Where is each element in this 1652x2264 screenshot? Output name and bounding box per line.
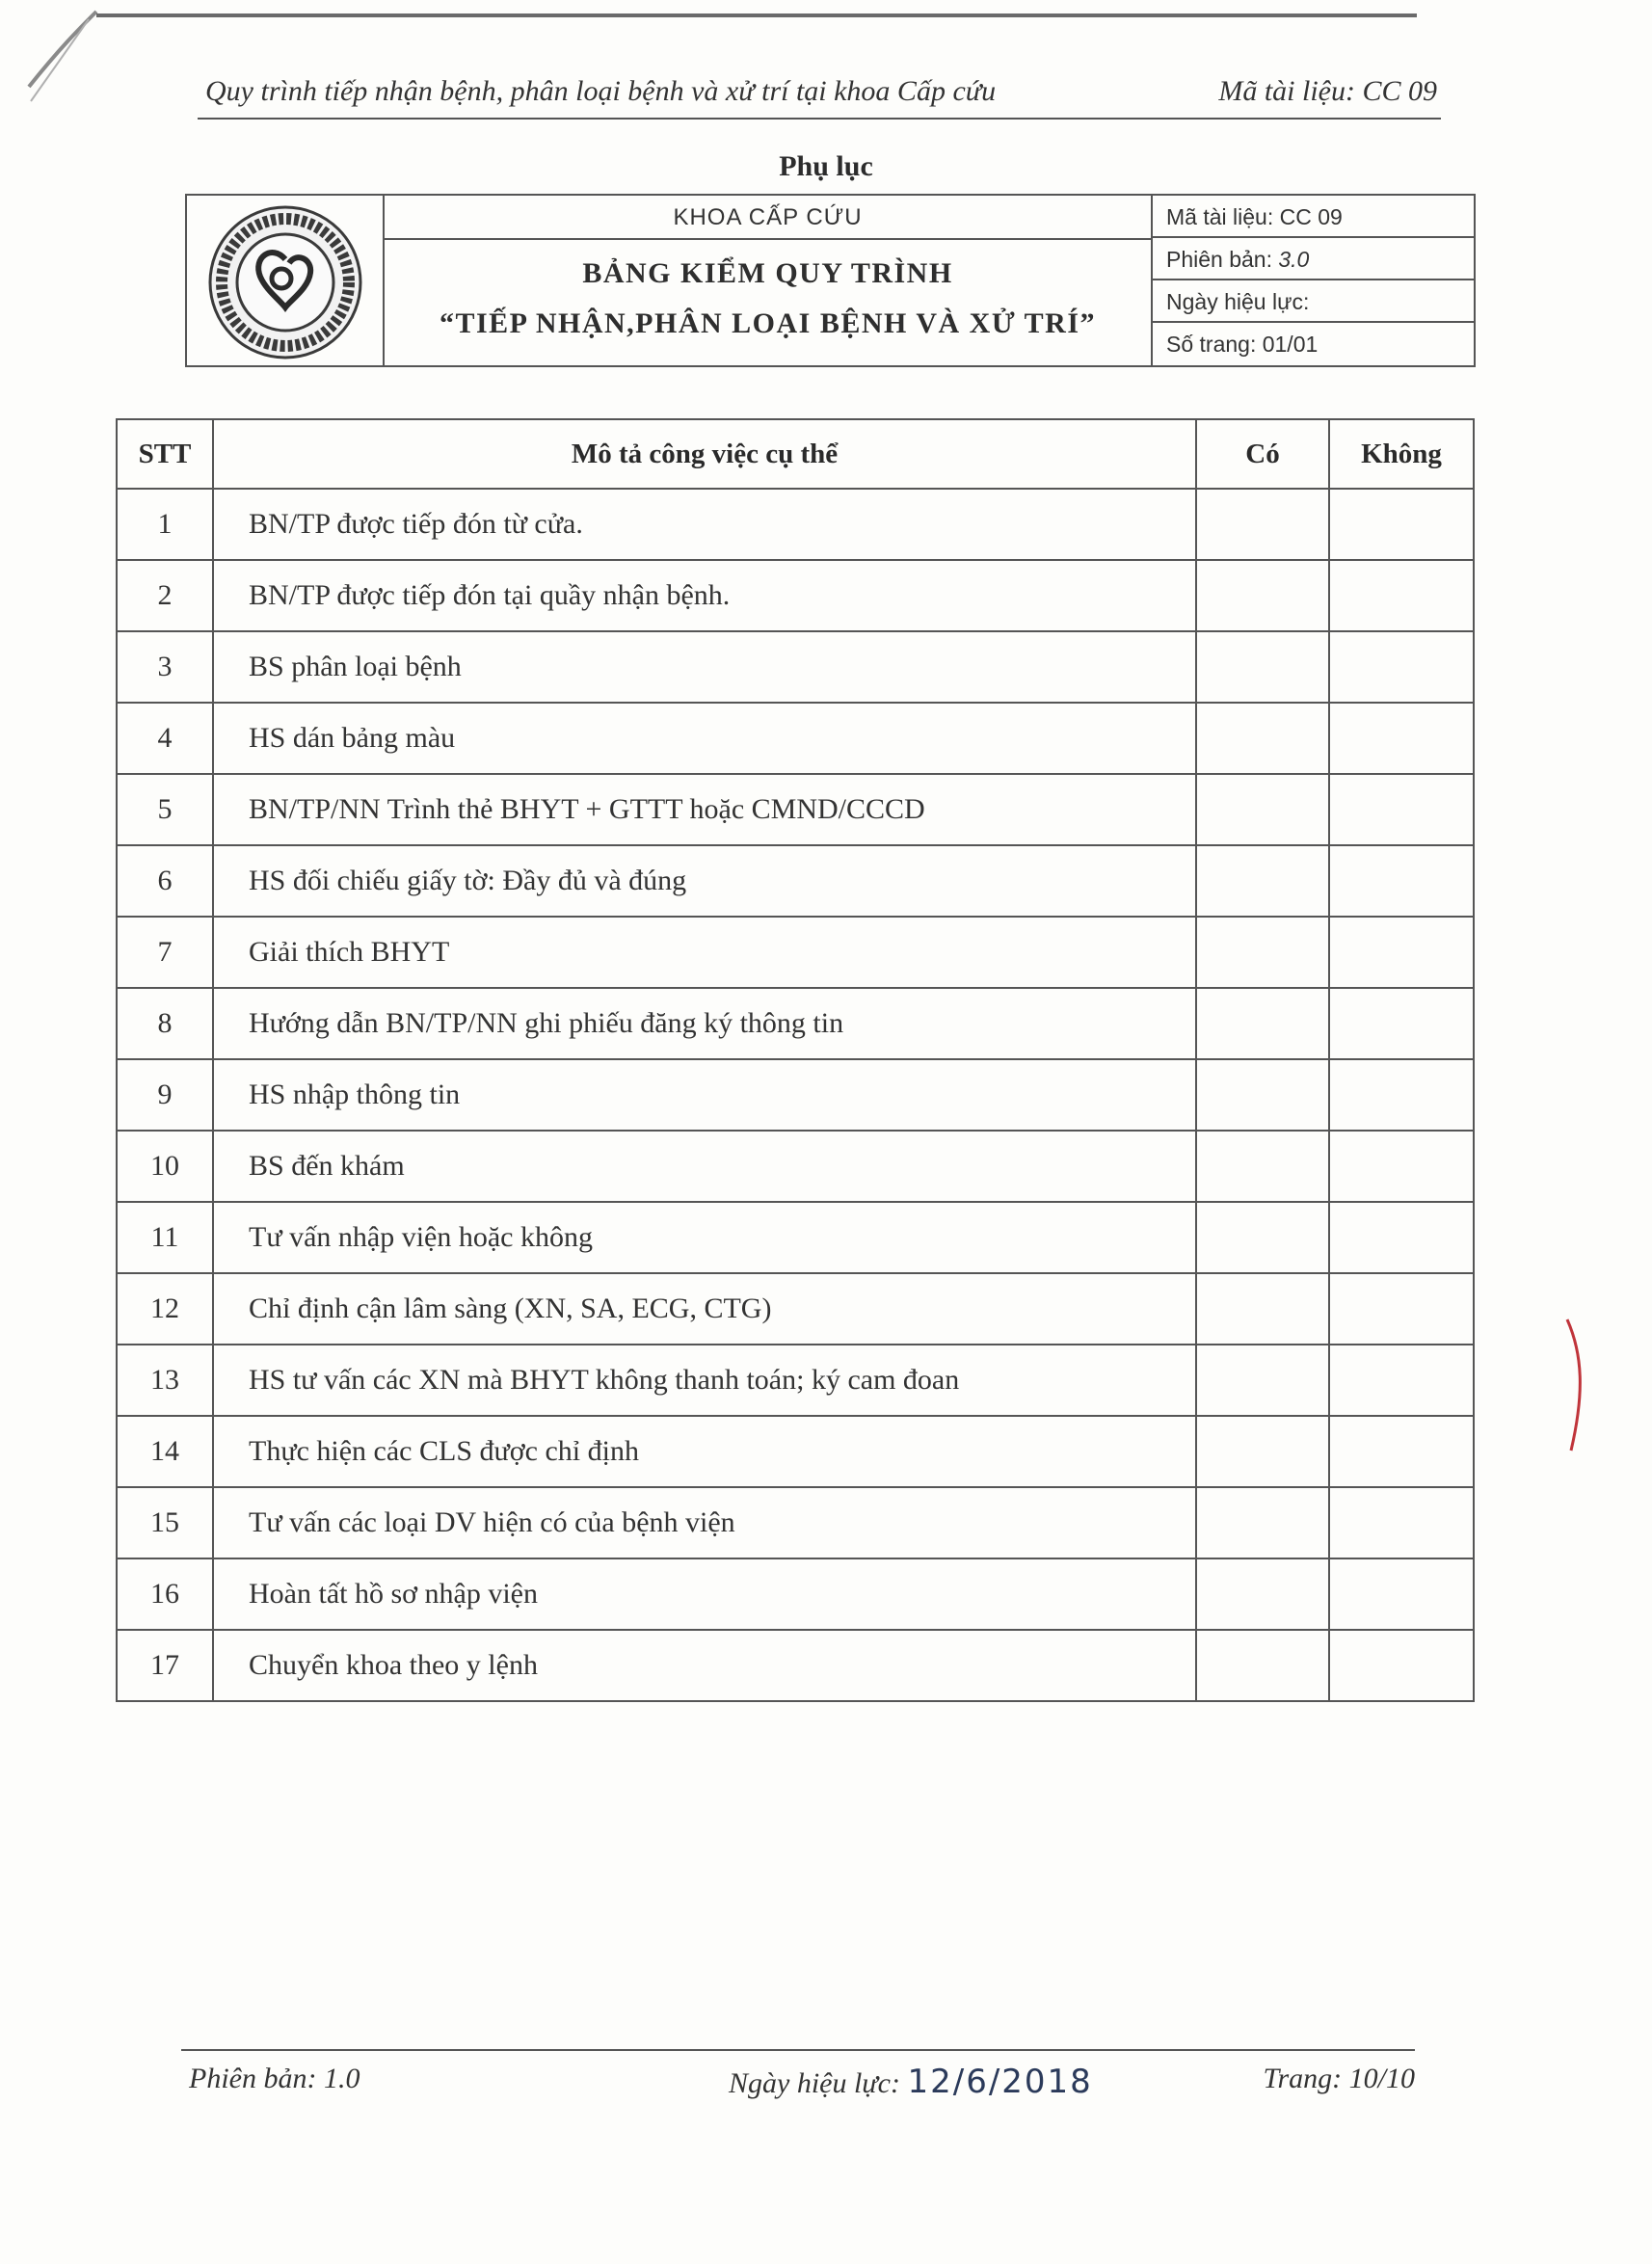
header-doc-code: Mã tài liệu: CC 09 bbox=[1218, 75, 1437, 107]
row-yes-checkbox[interactable] bbox=[1196, 1131, 1329, 1202]
table-row bbox=[117, 560, 1474, 631]
row-no-checkbox[interactable] bbox=[1329, 1558, 1474, 1630]
row-description: BS phân loại bệnh bbox=[213, 631, 1196, 703]
row-stt: 10 bbox=[117, 1131, 213, 1202]
row-yes-checkbox[interactable] bbox=[1196, 703, 1329, 774]
row-description: HS nhập thông tin bbox=[213, 1059, 1196, 1131]
row-no-checkbox[interactable] bbox=[1329, 988, 1474, 1059]
table-row bbox=[117, 631, 1474, 703]
meta-effective-date: Ngày hiệu lực: bbox=[1153, 280, 1474, 323]
row-no-checkbox[interactable] bbox=[1329, 1416, 1474, 1487]
row-yes-checkbox[interactable] bbox=[1196, 1059, 1329, 1131]
row-stt: 6 bbox=[117, 845, 213, 917]
row-no-checkbox[interactable] bbox=[1329, 1487, 1474, 1558]
appendix-title: Phụ lục bbox=[779, 150, 873, 182]
row-no-checkbox[interactable] bbox=[1329, 631, 1474, 703]
footer-page-number: Trang: 10/10 bbox=[1263, 2063, 1415, 2094]
table-row bbox=[117, 1345, 1474, 1416]
running-header bbox=[198, 69, 1441, 120]
meta-version-label: Phiên bản: bbox=[1166, 247, 1279, 272]
table-row bbox=[117, 1487, 1474, 1558]
row-stt: 13 bbox=[117, 1345, 213, 1416]
row-yes-checkbox[interactable] bbox=[1196, 631, 1329, 703]
row-stt: 9 bbox=[117, 1059, 213, 1131]
footer-version: Phiên bản: 1.0 bbox=[189, 2063, 360, 2094]
row-description: HS dán bảng màu bbox=[213, 703, 1196, 774]
table-row bbox=[117, 1131, 1474, 1202]
row-yes-checkbox[interactable] bbox=[1196, 489, 1329, 560]
scan-corner-mark bbox=[21, 10, 118, 135]
row-no-checkbox[interactable] bbox=[1329, 703, 1474, 774]
checklist-title: BẢNG KIỂM QUY TRÌNH bbox=[582, 257, 953, 289]
document-meta-cell bbox=[1153, 196, 1474, 365]
table-header-row bbox=[117, 419, 1474, 489]
row-stt: 2 bbox=[117, 560, 213, 631]
row-description: BS đến khám bbox=[213, 1131, 1196, 1202]
meta-version bbox=[1153, 238, 1474, 280]
row-stt: 17 bbox=[117, 1630, 213, 1701]
row-description: Tư vấn nhập viện hoặc không bbox=[213, 1202, 1196, 1273]
table-row bbox=[117, 489, 1474, 560]
row-stt: 11 bbox=[117, 1202, 213, 1273]
table-row bbox=[117, 1558, 1474, 1630]
scan-top-edge bbox=[96, 13, 1417, 17]
row-yes-checkbox[interactable] bbox=[1196, 1416, 1329, 1487]
meta-doc-code: Mã tài liệu: CC 09 bbox=[1153, 196, 1474, 238]
row-stt: 1 bbox=[117, 489, 213, 560]
procedure-title: Quy trình tiếp nhận bệnh, phân loại bệnh và xử trí tại khoa Cấp cứu bbox=[205, 75, 997, 107]
row-description: Hoàn tất hồ sơ nhập viện bbox=[213, 1558, 1196, 1630]
hospital-logo-icon bbox=[197, 203, 375, 362]
row-stt: 15 bbox=[117, 1487, 213, 1558]
department-name: KHOA CẤP CỨU bbox=[385, 196, 1151, 240]
row-no-checkbox[interactable] bbox=[1329, 774, 1474, 845]
row-description: Chỉ định cận lâm sàng (XN, SA, ECG, CTG) bbox=[213, 1273, 1196, 1345]
table-row bbox=[117, 703, 1474, 774]
col-header-yes: Có bbox=[1196, 419, 1329, 489]
row-yes-checkbox[interactable] bbox=[1196, 845, 1329, 917]
row-description: Giải thích BHYT bbox=[213, 917, 1196, 988]
row-no-checkbox[interactable] bbox=[1329, 1345, 1474, 1416]
table-row bbox=[117, 845, 1474, 917]
row-stt: 4 bbox=[117, 703, 213, 774]
document-header-box bbox=[185, 194, 1476, 367]
row-stt: 12 bbox=[117, 1273, 213, 1345]
col-header-stt: STT bbox=[117, 419, 213, 489]
table-row bbox=[117, 1630, 1474, 1701]
page-footer bbox=[181, 2049, 1415, 2099]
row-yes-checkbox[interactable] bbox=[1196, 1630, 1329, 1701]
row-stt: 8 bbox=[117, 988, 213, 1059]
table-row bbox=[117, 1416, 1474, 1487]
footer-effective-date bbox=[729, 2063, 1093, 2101]
row-description: Chuyển khoa theo y lệnh bbox=[213, 1630, 1196, 1701]
table-row bbox=[117, 1059, 1474, 1131]
row-description: BN/TP được tiếp đón từ cửa. bbox=[213, 489, 1196, 560]
row-description: HS đối chiếu giấy tờ: Đầy đủ và đúng bbox=[213, 845, 1196, 917]
row-yes-checkbox[interactable] bbox=[1196, 1273, 1329, 1345]
meta-page-count: Số trang: 01/01 bbox=[1166, 332, 1319, 357]
row-no-checkbox[interactable] bbox=[1329, 1131, 1474, 1202]
row-yes-checkbox[interactable] bbox=[1196, 1558, 1329, 1630]
row-no-checkbox[interactable] bbox=[1329, 1202, 1474, 1273]
logo-cell bbox=[187, 196, 385, 365]
row-stt: 14 bbox=[117, 1416, 213, 1487]
table-row bbox=[117, 917, 1474, 988]
row-stt: 3 bbox=[117, 631, 213, 703]
red-pen-mark bbox=[1550, 1316, 1608, 1460]
meta-version-value: 3.0 bbox=[1278, 247, 1310, 272]
row-stt: 16 bbox=[117, 1558, 213, 1630]
row-no-checkbox[interactable] bbox=[1329, 917, 1474, 988]
row-yes-checkbox[interactable] bbox=[1196, 1345, 1329, 1416]
table-row bbox=[117, 774, 1474, 845]
table-row bbox=[117, 1202, 1474, 1273]
table-row bbox=[117, 1273, 1474, 1345]
row-description: Thực hiện các CLS được chỉ định bbox=[213, 1416, 1196, 1487]
table-row bbox=[117, 988, 1474, 1059]
row-no-checkbox[interactable] bbox=[1329, 1059, 1474, 1131]
col-header-description: Mô tả công việc cụ thể bbox=[213, 419, 1196, 489]
checklist-subtitle: “TIẾP NHẬN,PHÂN LOẠI BỆNH VÀ XỬ TRÍ” bbox=[439, 307, 1097, 339]
checklist-table bbox=[116, 418, 1475, 1702]
row-yes-checkbox[interactable] bbox=[1196, 988, 1329, 1059]
row-description: BN/TP được tiếp đón tại quầy nhận bệnh. bbox=[213, 560, 1196, 631]
row-yes-checkbox[interactable] bbox=[1196, 917, 1329, 988]
footer-effective-label: Ngày hiệu lực: bbox=[729, 2067, 908, 2099]
row-no-checkbox[interactable] bbox=[1329, 1630, 1474, 1701]
row-no-checkbox[interactable] bbox=[1329, 560, 1474, 631]
row-yes-checkbox[interactable] bbox=[1196, 1202, 1329, 1273]
row-yes-checkbox[interactable] bbox=[1196, 774, 1329, 845]
row-no-checkbox[interactable] bbox=[1329, 1273, 1474, 1345]
row-description: HS tư vấn các XN mà BHYT không thanh toán; ký cam đoan bbox=[213, 1345, 1196, 1416]
row-no-checkbox[interactable] bbox=[1329, 845, 1474, 917]
row-stt: 7 bbox=[117, 917, 213, 988]
row-description: Tư vấn các loại DV hiện có của bệnh viện bbox=[213, 1487, 1196, 1558]
row-description: Hướng dẫn BN/TP/NN ghi phiếu đăng ký thông tin bbox=[213, 988, 1196, 1059]
row-stt: 5 bbox=[117, 774, 213, 845]
row-yes-checkbox[interactable] bbox=[1196, 560, 1329, 631]
row-yes-checkbox[interactable] bbox=[1196, 1487, 1329, 1558]
col-header-no: Không bbox=[1329, 419, 1474, 489]
row-no-checkbox[interactable] bbox=[1329, 489, 1474, 560]
handwritten-date: 12/6/2018 bbox=[907, 2063, 1093, 2101]
title-cell bbox=[385, 196, 1153, 365]
row-description: BN/TP/NN Trình thẻ BHYT + GTTT hoặc CMND/CCCD bbox=[213, 774, 1196, 845]
